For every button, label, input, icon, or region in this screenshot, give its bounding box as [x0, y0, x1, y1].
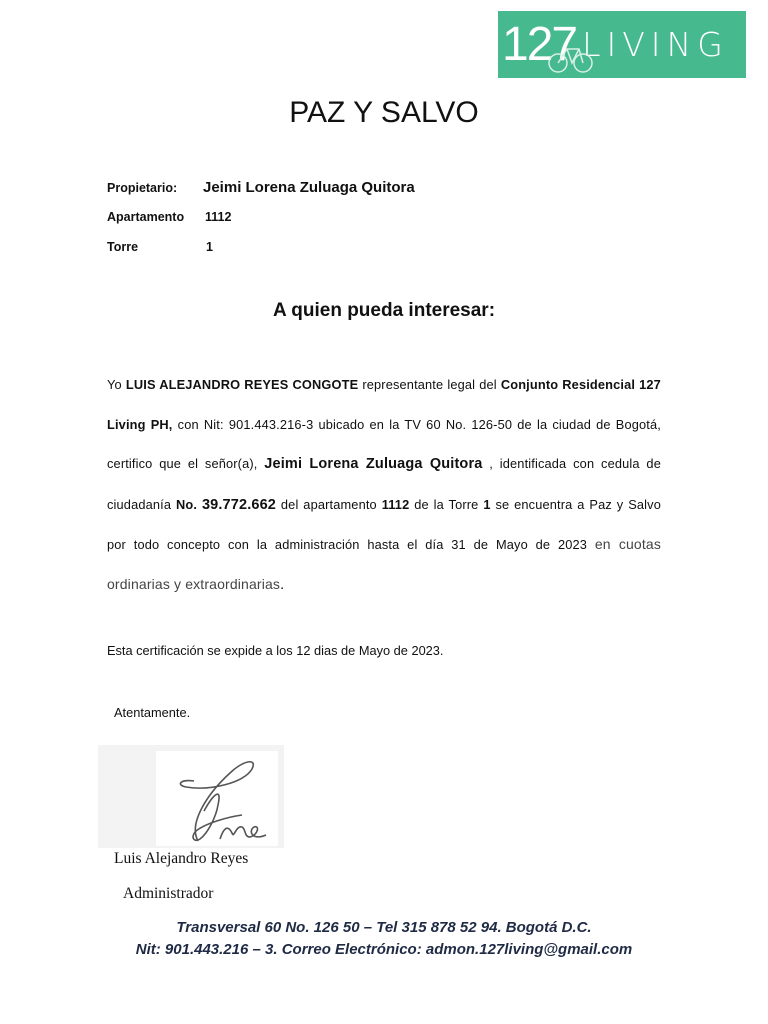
text-segment: del apartamento	[280, 496, 377, 512]
tower-number: 1	[483, 496, 491, 512]
signer-role: Administrador	[123, 885, 214, 902]
bicycle-icon	[548, 41, 594, 75]
logo-word: LIVING	[582, 25, 729, 64]
certification-paragraph	[107, 365, 661, 605]
tower-label: Torre	[107, 240, 139, 254]
text-segment: Yo	[107, 377, 122, 392]
complex-name: Conjunto Residencial 127 Living PH,	[107, 377, 661, 432]
text-segment: .	[280, 576, 285, 593]
text-segment: , identificada con cedula de ciudadanía	[107, 456, 661, 512]
owner-label: Propietario:	[107, 181, 178, 195]
signer-name: Luis Alejandro Reyes	[114, 850, 249, 867]
footer-contact: Nit: 901.443.216 – 3. Correo Electrónico: admon.127living@gmail.com	[135, 941, 633, 958]
footer-address: Transversal 60 No. 126 50 – Tel 315 878 52 94. Bogotá D.C.	[176, 919, 592, 936]
id-number: 39.772.662	[201, 496, 277, 513]
apartment-label: Apartamento	[107, 210, 185, 224]
text-segment: con Nit: 901.443.216-3 ubicado en la TV 60 No. 126-50 de la ciudad de Bogotá, certifico que el señor(a),	[107, 416, 661, 471]
logo-number: 127	[502, 17, 577, 71]
text-segment: en cuotas ordinarias y extraordinarias	[107, 536, 661, 592]
issue-statement: Esta certificación se expide a los 12 dias de Mayo de 2023.	[107, 643, 444, 658]
apartment-number: 1112	[381, 496, 410, 512]
text-segment: se encuentra a Paz y Salvo por todo concepto con la administración hasta el día 31 de Mayo de 2023	[107, 496, 661, 552]
signature-image	[98, 745, 284, 848]
text-segment: de la Torre	[414, 496, 479, 512]
id-label: No.	[176, 496, 198, 512]
apartment-value: 1112	[205, 210, 232, 224]
owner-name: Jeimi Lorena Zuluaga Quitora	[264, 456, 483, 472]
document-title: PAZ Y SALVO	[289, 96, 479, 129]
greeting-heading: A quien pueda interesar:	[272, 300, 496, 321]
owner-value: Jeimi Lorena Zuluaga Quitora	[203, 179, 415, 196]
closing-text: Atentamente.	[114, 705, 191, 720]
company-logo	[498, 11, 746, 78]
text-segment: representante legal del	[362, 377, 497, 392]
representative-name: LUIS ALEJANDRO REYES CONGOTE	[125, 377, 359, 392]
handwritten-signature	[158, 753, 276, 845]
tower-value: 1	[206, 240, 213, 254]
